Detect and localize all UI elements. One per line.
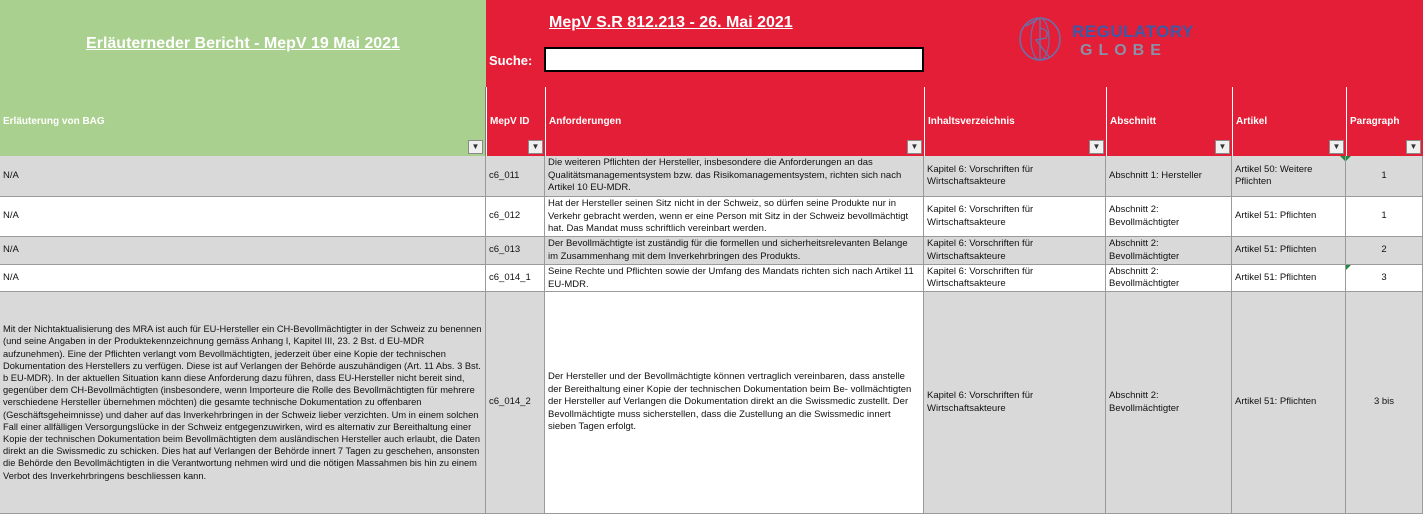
dropdown-arrow-icon[interactable]: ▼ [528,140,543,154]
table-cell-abschnitt[interactable]: Abschnitt 2: Bevollmächtigter [1106,197,1232,237]
table-cell-artikel[interactable]: Artikel 51: Pflichten [1232,265,1346,292]
table-cell-artikel[interactable]: Artikel 51: Pflichten [1232,197,1346,237]
column-header-label: Paragraph [1350,116,1400,127]
table-cell-abschnitt[interactable]: Abschnitt 2: Bevollmächtigter [1106,237,1232,265]
column-header-label: Abschnitt [1110,116,1157,127]
table-cell-id[interactable]: c6_011 [486,156,545,197]
logo-text-regulatory: REGULATORY [1072,22,1194,41]
table-cell-abschnitt[interactable]: Abschnitt 2: Bevollmächtigter [1106,292,1232,514]
table-cell-id[interactable]: c6_014_2 [486,292,545,514]
report-title-banner [0,0,486,87]
table-cell-paragraph[interactable]: 1 [1346,197,1423,237]
column-header-anforderungen [545,87,924,156]
table-cell-id[interactable]: c6_013 [486,237,545,265]
column-header-abschnitt [1106,87,1232,156]
table-cell-inhalt[interactable]: Kapitel 6: Vorschriften für Wirtschaftsakteure [924,156,1106,197]
column-header-inhaltsverzeichnis [924,87,1106,156]
paragraph-text: 3 [1381,271,1387,283]
table-cell-inhalt[interactable]: Kapitel 6: Vorschriften für Wirtschaftsakteure [924,265,1106,292]
artikel-text: Artikel 50: Weitere Pflichten [1235,163,1313,187]
column-header-label: Erläuterung von BAG [3,116,105,127]
column-header-label: Inhaltsverzeichnis [928,116,1015,127]
table-cell-anforderungen[interactable]: Der Hersteller und der Bevollmächtigte können vertraglich vereinbaren, dass anstelle der Bereithaltung einer Kopie der technischen Dokumentation beim Be- vollmächtigten der Hersteller auf Verlangen die Dokumentation direkt an die Swissmedic zustellt. Der Bevollmächtigte muss sicherstellen, dass die Zustellung an die Swissmedic innert sieben Tagen erfolgt. [545,292,924,514]
table-cell-anforderungen[interactable]: Seine Rechte und Pflichten sowie der Umfang des Mandats richten sich nach Artikel 11 EU-MDR. [545,265,924,292]
table-cell-artikel[interactable] [1232,156,1346,197]
column-header-erlaeuterung [0,87,486,156]
table-cell-anforderungen[interactable]: Hat der Hersteller seinen Sitz nicht in der Schweiz, so dürfen seine Produkte nur in Verkehr gebracht werden, wenn er eine Person mit Sitz in der Schweiz bevollmächtigt hat. Das Mandat muss schriftlich vereinbart werden. [545,197,924,237]
dropdown-arrow-icon[interactable]: ▼ [1406,140,1421,154]
column-header-paragraph [1346,87,1423,156]
search-input[interactable] [544,47,924,72]
mepv-banner [486,0,1423,87]
table-cell-inhalt[interactable]: Kapitel 6: Vorschriften für Wirtschaftsakteure [924,292,1106,514]
table-cell-inhalt[interactable]: Kapitel 6: Vorschriften für Wirtschaftsakteure [924,237,1106,265]
globe-logo-icon [1016,14,1068,64]
table-cell-paragraph[interactable] [1346,265,1423,292]
dropdown-arrow-icon[interactable]: ▼ [1089,140,1104,154]
table-cell-anforderungen[interactable]: Die weiteren Pflichten der Hersteller, insbesondere die Anforderungen an das Qualitätsmanagementsystem bzw. das Risikomanagementsystem, richten sich nach Artikel 10 EU-MDR. [545,156,924,197]
report-title: Erläuterneder Bericht - MepV 19 Mai 2021 [86,34,400,52]
table-cell-abschnitt[interactable]: Abschnitt 2: Bevollmächtigter [1106,265,1232,292]
table-cell-paragraph[interactable]: 2 [1346,237,1423,265]
column-header-mepv-id [486,87,545,156]
table-cell-erlaeuterung[interactable]: N/A [0,156,486,197]
mepv-title: MepV S.R 812.213 - 26. Mai 2021 [549,14,793,31]
table-cell-erlaeuterung[interactable]: N/A [0,197,486,237]
comment-marker-icon [1340,156,1345,161]
comment-marker-icon [1346,156,1351,161]
column-header-label: MepV ID [490,116,530,127]
regulatory-globe-logo [1016,14,1216,64]
dropdown-arrow-icon[interactable]: ▼ [1215,140,1230,154]
paragraph-text: 1 [1381,169,1387,181]
logo-text-globe: GLOBE [1080,42,1167,59]
table-cell-abschnitt[interactable]: Abschnitt 1: Hersteller [1106,156,1232,197]
table-cell-paragraph[interactable]: 3 bis [1346,292,1423,514]
table-cell-artikel[interactable]: Artikel 51: Pflichten [1232,292,1346,514]
dropdown-arrow-icon[interactable]: ▼ [468,140,483,154]
table-cell-erlaeuterung[interactable]: Mit der Nichtaktualisierung des MRA ist auch für EU-Hersteller ein CH-Bevollmächtigter in der Schweiz zu benennen (und seine Angaben in der Produktekennzeichnung gemäss Anhang I, Kapitel III, 23. 2 Bst. d EU-MDR aufzunehmen). Eine der Pflichten verlangt vom Bevollmächtigten, jederzeit über eine Kopie der technischen Dokumentation des Herstellers zu verfügen. Diese ist auf Verlangen der Behörde auszuhändigen (Art. 11 Abs. 3 Bst. b EU-MDR). In der aktuellen Situation kann diese Anforderung dazu führen, dass EU-Hersteller nicht bereit sind, gegenüber dem CH-Bevollmächtigten (insbesondere, wenn Importeure die Rolle des Bevollmächtigten für mehrere verschiedene Hersteller übernehmen möchten) die gesamte technische Dokumentation zu offenbaren (Geschäftsgeheimnisse) und daher auf das Inverkehrbringen in der Schweiz lieber verzichten. Um in einem solchen Fall einer allfälligen Versorgungslücke in der Schweiz entgegenzuwirken, wird es alternativ zur Bereithaltung einer Kopie der technischen Dokumentation beim Bevollmächtigten dem ausländischen Hersteller auch erlaubt, die Daten direkt an die Swissmedic zu schicken. Dies hat auf Verlangen der Behörde innert 7 Tagen zu geschehen, ansonsten die Behörde den Bevollmächtigten in die Verantwortung nehmen wird und die nötigen Massahmen bis hin zu einem Verbot des Inverkehrbringens beschliessen kann. [0,292,486,514]
table-cell-inhalt[interactable]: Kapitel 6: Vorschriften für Wirtschaftsakteure [924,197,1106,237]
table-cell-anforderungen[interactable]: Der Bevollmächtigte ist zuständig für die formellen und sicherheitsrelevanten Belange im Zusammenhang mit dem Inverkehrbringen des Produkts. [545,237,924,265]
search-label: Suche: [489,53,533,68]
column-header-artikel [1232,87,1346,156]
table-cell-erlaeuterung[interactable]: N/A [0,237,486,265]
column-header-label: Anforderungen [549,116,622,127]
dropdown-arrow-icon[interactable]: ▼ [907,140,922,154]
table-cell-id[interactable]: c6_012 [486,197,545,237]
filter-active-icon[interactable]: ▼ [1329,140,1344,154]
table-cell-id[interactable]: c6_014_1 [486,265,545,292]
table-cell-paragraph[interactable] [1346,156,1423,197]
comment-marker-icon [1346,265,1351,270]
column-header-label: Artikel [1236,116,1268,127]
table-cell-erlaeuterung[interactable]: N/A [0,265,486,292]
table-cell-artikel[interactable]: Artikel 51: Pflichten [1232,237,1346,265]
